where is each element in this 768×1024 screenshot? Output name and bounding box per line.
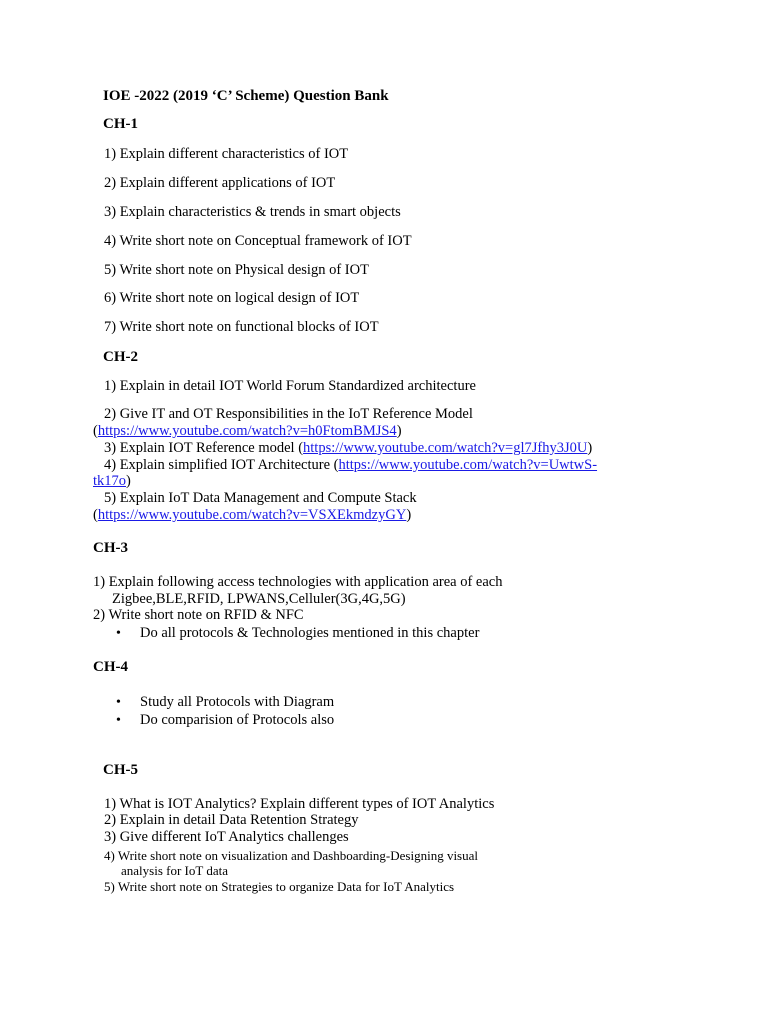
page-title: IOE -2022 (2019 ‘C’ Scheme) Question Bank — [103, 88, 389, 104]
ch2-q3-video-link[interactable]: https://www.youtube.com/watch?v=gl7Jfhy3J0U — [303, 440, 588, 456]
ch4-heading: CH-4 — [93, 659, 128, 675]
ch1-question-1: 1) Explain different characteristics of IOT — [104, 146, 349, 162]
close-paren: ) — [587, 440, 593, 456]
open-paren: ( — [93, 507, 98, 523]
ch2-question-4-link-line — [93, 473, 131, 490]
ch3-question-2: 2) Write short note on RFID & NFC — [93, 607, 304, 623]
ch2-question-5-link-line — [93, 507, 411, 524]
ch1-question-3: 3) Explain characteristics & trends in smart objects — [104, 204, 401, 220]
ch2-question-4-text: 4) Explain simplified IOT Architecture ( — [104, 457, 339, 473]
ch4-bullet-1: Study all Protocols with Diagram — [140, 694, 335, 710]
open-paren: ( — [93, 423, 98, 439]
ch5-heading: CH-5 — [103, 762, 138, 778]
ch1-question-2: 2) Explain different applications of IOT — [104, 175, 336, 191]
ch5-question-2: 2) Explain in detail Data Retention Strategy — [104, 812, 359, 828]
ch2-question-2-link-line — [93, 423, 402, 440]
ch2-q4-video-link-continued[interactable]: tk17o — [93, 473, 127, 489]
ch1-heading: CH-1 — [103, 116, 138, 132]
ch2-q2-video-link[interactable]: https://www.youtube.com/watch?v=h0FtomBMJS4 — [97, 423, 397, 439]
ch4-bullet-2: Do comparision of Protocols also — [140, 712, 335, 728]
ch3-question-1-sub: Zigbee,BLE,RFID, LPWANS,Celluler(3G,4G,5G) — [112, 591, 406, 607]
ch2-heading: CH-2 — [103, 349, 138, 365]
ch2-question-4 — [104, 457, 597, 474]
ch1-question-4: 4) Write short note on Conceptual framework of IOT — [104, 233, 412, 249]
ch2-question-5: 5) Explain IoT Data Management and Compute Stack — [104, 490, 417, 506]
bullet-icon: • — [116, 626, 121, 641]
ch2-q5-video-link[interactable]: https://www.youtube.com/watch?v=VSXEkmdzyGY — [97, 507, 407, 523]
ch1-question-5: 5) Write short note on Physical design of IOT — [104, 262, 369, 278]
ch2-question-3 — [104, 440, 592, 457]
ch2-q4-video-link[interactable]: https://www.youtube.com/watch?v=UwtwS- — [338, 457, 598, 473]
ch3-heading: CH-3 — [93, 540, 128, 556]
ch5-question-5: 5) Write short note on Strategies to organize Data for IoT Analytics — [104, 879, 455, 894]
bullet-icon: • — [116, 695, 121, 710]
ch1-question-6: 6) Write short note on logical design of IOT — [104, 290, 360, 306]
close-paren: ) — [406, 507, 412, 523]
bullet-icon: • — [116, 713, 121, 728]
close-paren: ) — [396, 423, 402, 439]
ch2-question-1: 1) Explain in detail IOT World Forum Standardized architecture — [104, 378, 476, 394]
ch3-question-1: 1) Explain following access technologies with application area of each — [93, 574, 503, 590]
close-paren: ) — [126, 473, 131, 489]
ch1-question-7: 7) Write short note on functional blocks of IOT — [104, 319, 379, 335]
ch5-question-4-continued: analysis for IoT data — [121, 863, 228, 878]
ch3-bullet-1: Do all protocols & Technologies mentioned in this chapter — [140, 625, 480, 641]
ch2-question-3-text: 3) Explain IOT Reference model ( — [104, 440, 304, 456]
ch5-question-1: 1) What is IOT Analytics? Explain different types of IOT Analytics — [104, 796, 495, 812]
ch5-question-3: 3) Give different IoT Analytics challenges — [104, 829, 349, 845]
ch5-question-4: 4) Write short note on visualization and Dashboarding-Designing visual — [104, 848, 478, 863]
ch2-question-2: 2) Give IT and OT Responsibilities in the IoT Reference Model — [104, 406, 473, 422]
